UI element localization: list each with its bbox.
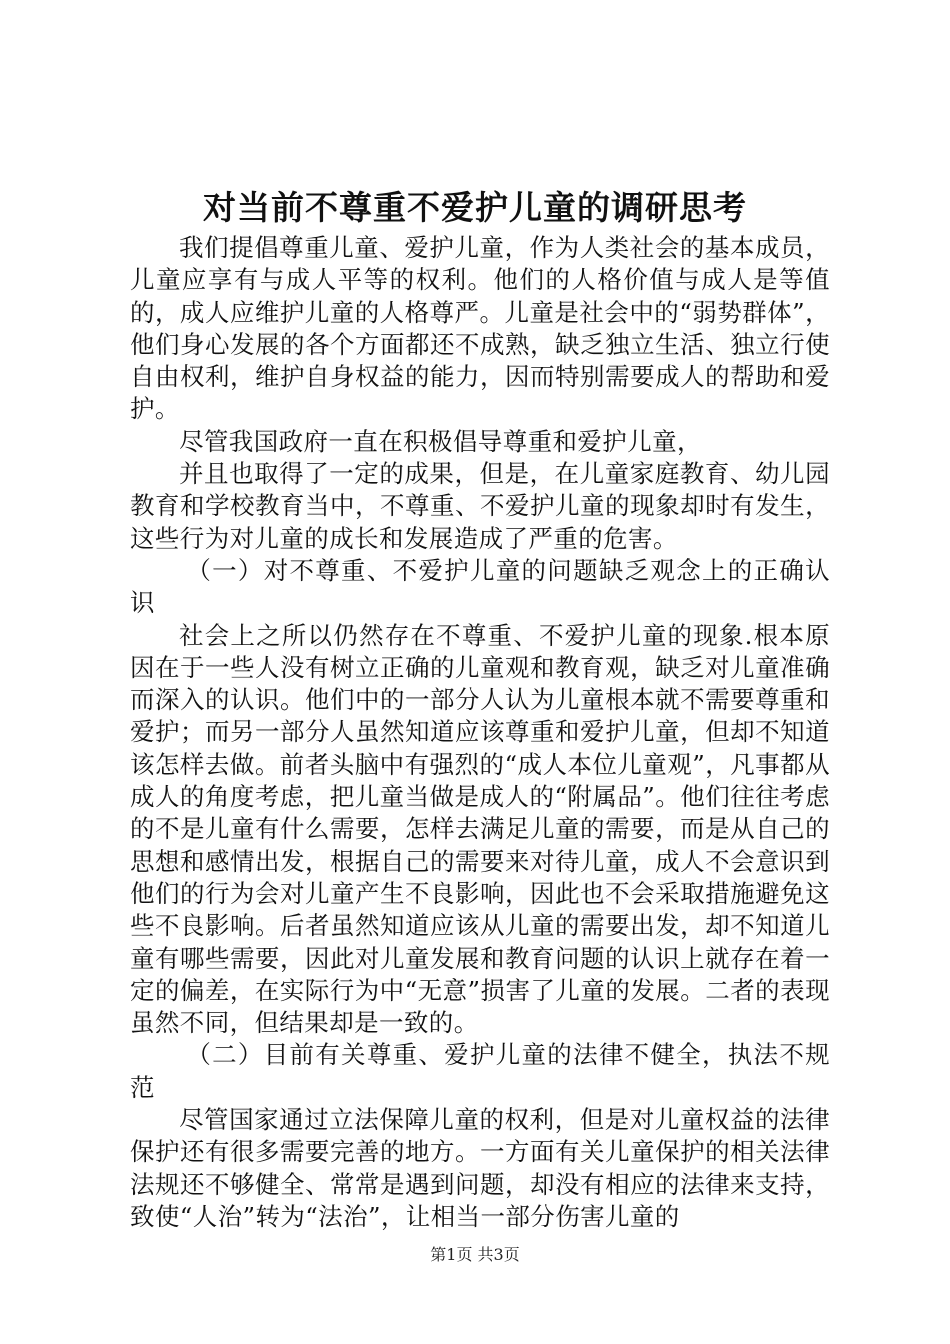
document-title: 对当前不尊重不爱护儿童的调研思考 (203, 188, 747, 227)
section-heading-1: （一）对不尊重、不爱护儿童的问题缺乏观念上的正确认识 (130, 555, 830, 618)
body-paragraph: 社会上之所以仍然存在不尊重、不爱护儿童的现象.根本原因在于一些人没有树立正确的儿童观和教育观，缺乏对儿童准确而深入的认识。他们中的一部分人认为儿童根本就不需要尊重和爱护；而另一部分人虽然知道应该尊重和爱护儿童，但却不知道该怎样去做。前者头脑中有强烈的“成人本位儿童观”，凡事都从成人的角度考虑，把儿童当做是成人的“附属品”。他们往往考虑的不是儿童有什么需要，怎样去满足儿童的需要，而是从自己的思想和感情出发，根据自己的需要来对待儿童，成人不会意识到他们的行为会对儿童产生不良影响，因此也不会采取措施避免这些不良影响。后者虽然知道应该从儿童的需要出发，却不知道儿童有哪些需要，因此对儿童发展和教育问题的认识上就存在着一定的偏差，在实际行为中“无意”损害了儿童的发展。二者的表现虽然不同，但结果却是一致的。 (130, 620, 830, 1038)
body-paragraph: 尽管国家通过立法保障儿童的权利，但是对儿童权益的法律保护还有很多需要完善的地方。一方面有关儿童保护的相关法律法规还不够健全、常常是遇到问题，却没有相应的法律来支持，致使“人治”转为“法治”，让相当一部分伤害儿童的 (130, 1105, 830, 1231)
page-footer: 第1页 共3页 (430, 1245, 520, 1264)
body-paragraph: 并且也取得了一定的成果，但是，在儿童家庭教育、幼儿园教育和学校教育当中，不尊重、不爱护儿童的现象却时有发生，这些行为对儿童的成长和发展造成了严重的危害。 (130, 459, 830, 553)
document-body (130, 232, 830, 1233)
body-paragraph: 尽管我国政府一直在积极倡导尊重和爱护儿童， (179, 426, 702, 456)
body-paragraph: 我们提倡尊重儿童、爱护儿童，作为人类社会的基本成员，儿童应享有与成人平等的权利。他们的人格价值与成人是等值的，成人应维护儿童的人格尊严。儿童是社会中的“弱势群体”，他们身心发展的各个方面都还不成熟，缺乏独立生活、独立行使自由权利，维护自身权益的能力，因而特别需要成人的帮助和爱护。 (130, 233, 830, 424)
section-heading-2: （二）目前有关尊重、爱护儿童的法律不健全，执法不规范 (130, 1040, 830, 1102)
